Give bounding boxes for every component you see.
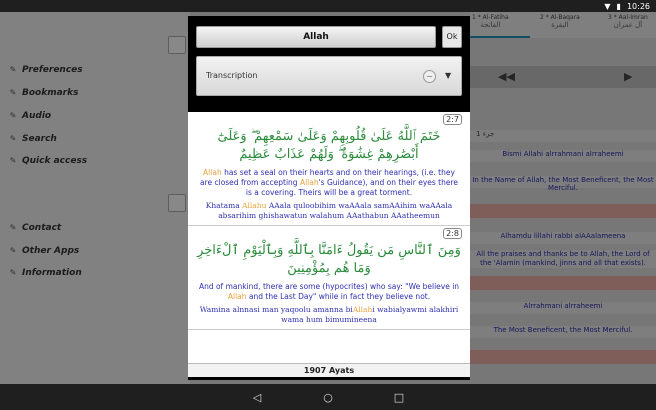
page-label: جزء 1 xyxy=(470,130,656,142)
search-highlight: Allahu xyxy=(242,201,267,210)
background-line: Alhamdu lillahi rabbi alAAalameena xyxy=(470,232,656,244)
ayah-transliteration: Wamina alnnasi man yaqoolu amanna biAllahi wabialyawmi alakhiri wama hum bimumineena xyxy=(199,305,459,324)
drawer-item-quick-access[interactable]: ✎ Quick access xyxy=(9,156,88,166)
pencil-icon: ✎ xyxy=(9,246,17,255)
background-line: The Most Beneficent, the Most Merciful. xyxy=(470,326,656,338)
ayah-transliteration: Khatama Allahu AAala quloobihim waAAala samAAihim waAAala absarihim ghishawatun walahum AAathabun AAatheemun xyxy=(205,201,453,220)
pencil-icon: ✎ xyxy=(9,223,17,232)
drawer-item-audio[interactable]: ✎ Audio xyxy=(9,111,52,121)
search-row xyxy=(196,26,462,48)
ayah-arabic-text: خَتَمَ ٱللَّهُ عَلَىٰ قُلُوبِهِمْ وَعَلَىٰ سَمْعِهِمْ ۖ وَعَلَىٰٓ أَبْصَٰرِهِمْ غِشَٰوَةٌ ۖ وَلَهُمْ عَذَابٌ عَظِيمٌ xyxy=(217,129,441,162)
battery-icon: ▮ xyxy=(616,1,621,11)
rewind-icon[interactable]: ◀◀ xyxy=(498,70,515,83)
drawer-item-preferences[interactable]: ✎ Preferences xyxy=(9,65,83,75)
drawer-item-information[interactable]: ✎ Information xyxy=(9,268,82,278)
background-line: In the Name of Allah, the Most Beneficent, the Most Merciful. xyxy=(470,176,656,188)
list-item[interactable] xyxy=(188,226,470,330)
ok-button[interactable]: Ok xyxy=(442,26,462,48)
search-highlight: Allah xyxy=(299,178,319,187)
status-time: 10:26 xyxy=(626,1,650,11)
list-item[interactable] xyxy=(188,112,470,226)
system-nav-bar xyxy=(0,384,656,410)
search-results-list[interactable] xyxy=(188,112,470,364)
search-highlight: Allah xyxy=(203,168,222,177)
drawer-item-search[interactable]: ✎ Search xyxy=(9,134,57,144)
status-bar xyxy=(0,0,656,12)
search-mode-dropdown[interactable] xyxy=(196,56,462,96)
background-line: All the praises and thanks be to Allah, the Lord of the 'Alamin (mankind, jinns and all that exists). xyxy=(470,250,656,268)
search-highlight: Allah xyxy=(227,292,247,301)
result-count: 1907 Ayats xyxy=(188,363,470,377)
search-dialog xyxy=(188,16,470,380)
drawer-item-contact[interactable]: ✎ Contact xyxy=(9,223,62,233)
ayah-translation: And of mankind, there are some (hypocrites) who say: "We believe in Allah and the Last Day" while in fact they believe not. xyxy=(198,282,460,301)
back-icon[interactable]: ◁ xyxy=(252,390,262,404)
play-icon[interactable]: ▶ xyxy=(624,70,633,83)
pencil-icon: ✎ xyxy=(9,268,17,277)
ayah-translation: Allah has set a seal on their hearts and on their hearings, (i.e. they are closed from accepting Allah's Guidance), and on their eyes there is a covering. Theirs will be a great torment. xyxy=(199,168,459,197)
ayah-arabic-text: وَمِنَ ٱلنَّاسِ مَن يَقُولُ ءَامَنَّا بِٱللَّهِ وَبِٱلْيَوْمِ ٱلْءَاخِرِ وَمَا هُم بِمُؤْمِنِينَ xyxy=(197,243,461,276)
arrow-icon: ✎ xyxy=(9,156,17,165)
search-highlight: Allah xyxy=(352,305,373,314)
home-icon[interactable]: ○ xyxy=(323,390,333,404)
search-icon: ✎ xyxy=(9,134,17,143)
drawer-item-bookmarks[interactable]: ✎ Bookmarks xyxy=(9,88,79,98)
ayah-number: 2:8 xyxy=(196,228,462,240)
wrench-icon: ✎ xyxy=(9,65,17,74)
speaker-icon: ✎ xyxy=(9,111,17,120)
background-line: Bismi Allahi alrrahmani alrraheemi xyxy=(470,150,656,162)
pencil-icon: ✎ xyxy=(9,88,17,97)
wifi-icon: ▼ xyxy=(604,1,611,11)
tab-al-fatiha[interactable]: 1 * Al-Fatiha الفاتحة xyxy=(472,14,509,29)
drawer-item-other-apps[interactable]: ✎ Other Apps xyxy=(9,246,80,256)
recents-icon[interactable]: □ xyxy=(393,390,405,404)
tab-aal-imran[interactable]: 3 * Aal-Imran آل عمران xyxy=(608,14,648,29)
ayah-number: 2:7 xyxy=(196,114,462,126)
tab-al-baqara[interactable]: 2 * Al-Baqara البقرة xyxy=(540,14,580,29)
background-line: Alrrahmani alrraheemi xyxy=(470,302,656,314)
caret-down-icon: ▼ xyxy=(445,71,452,80)
radio-icon[interactable] xyxy=(423,70,436,83)
search-input[interactable]: Allah xyxy=(196,26,436,48)
dropdown-selected-value: Transcription xyxy=(206,71,258,80)
